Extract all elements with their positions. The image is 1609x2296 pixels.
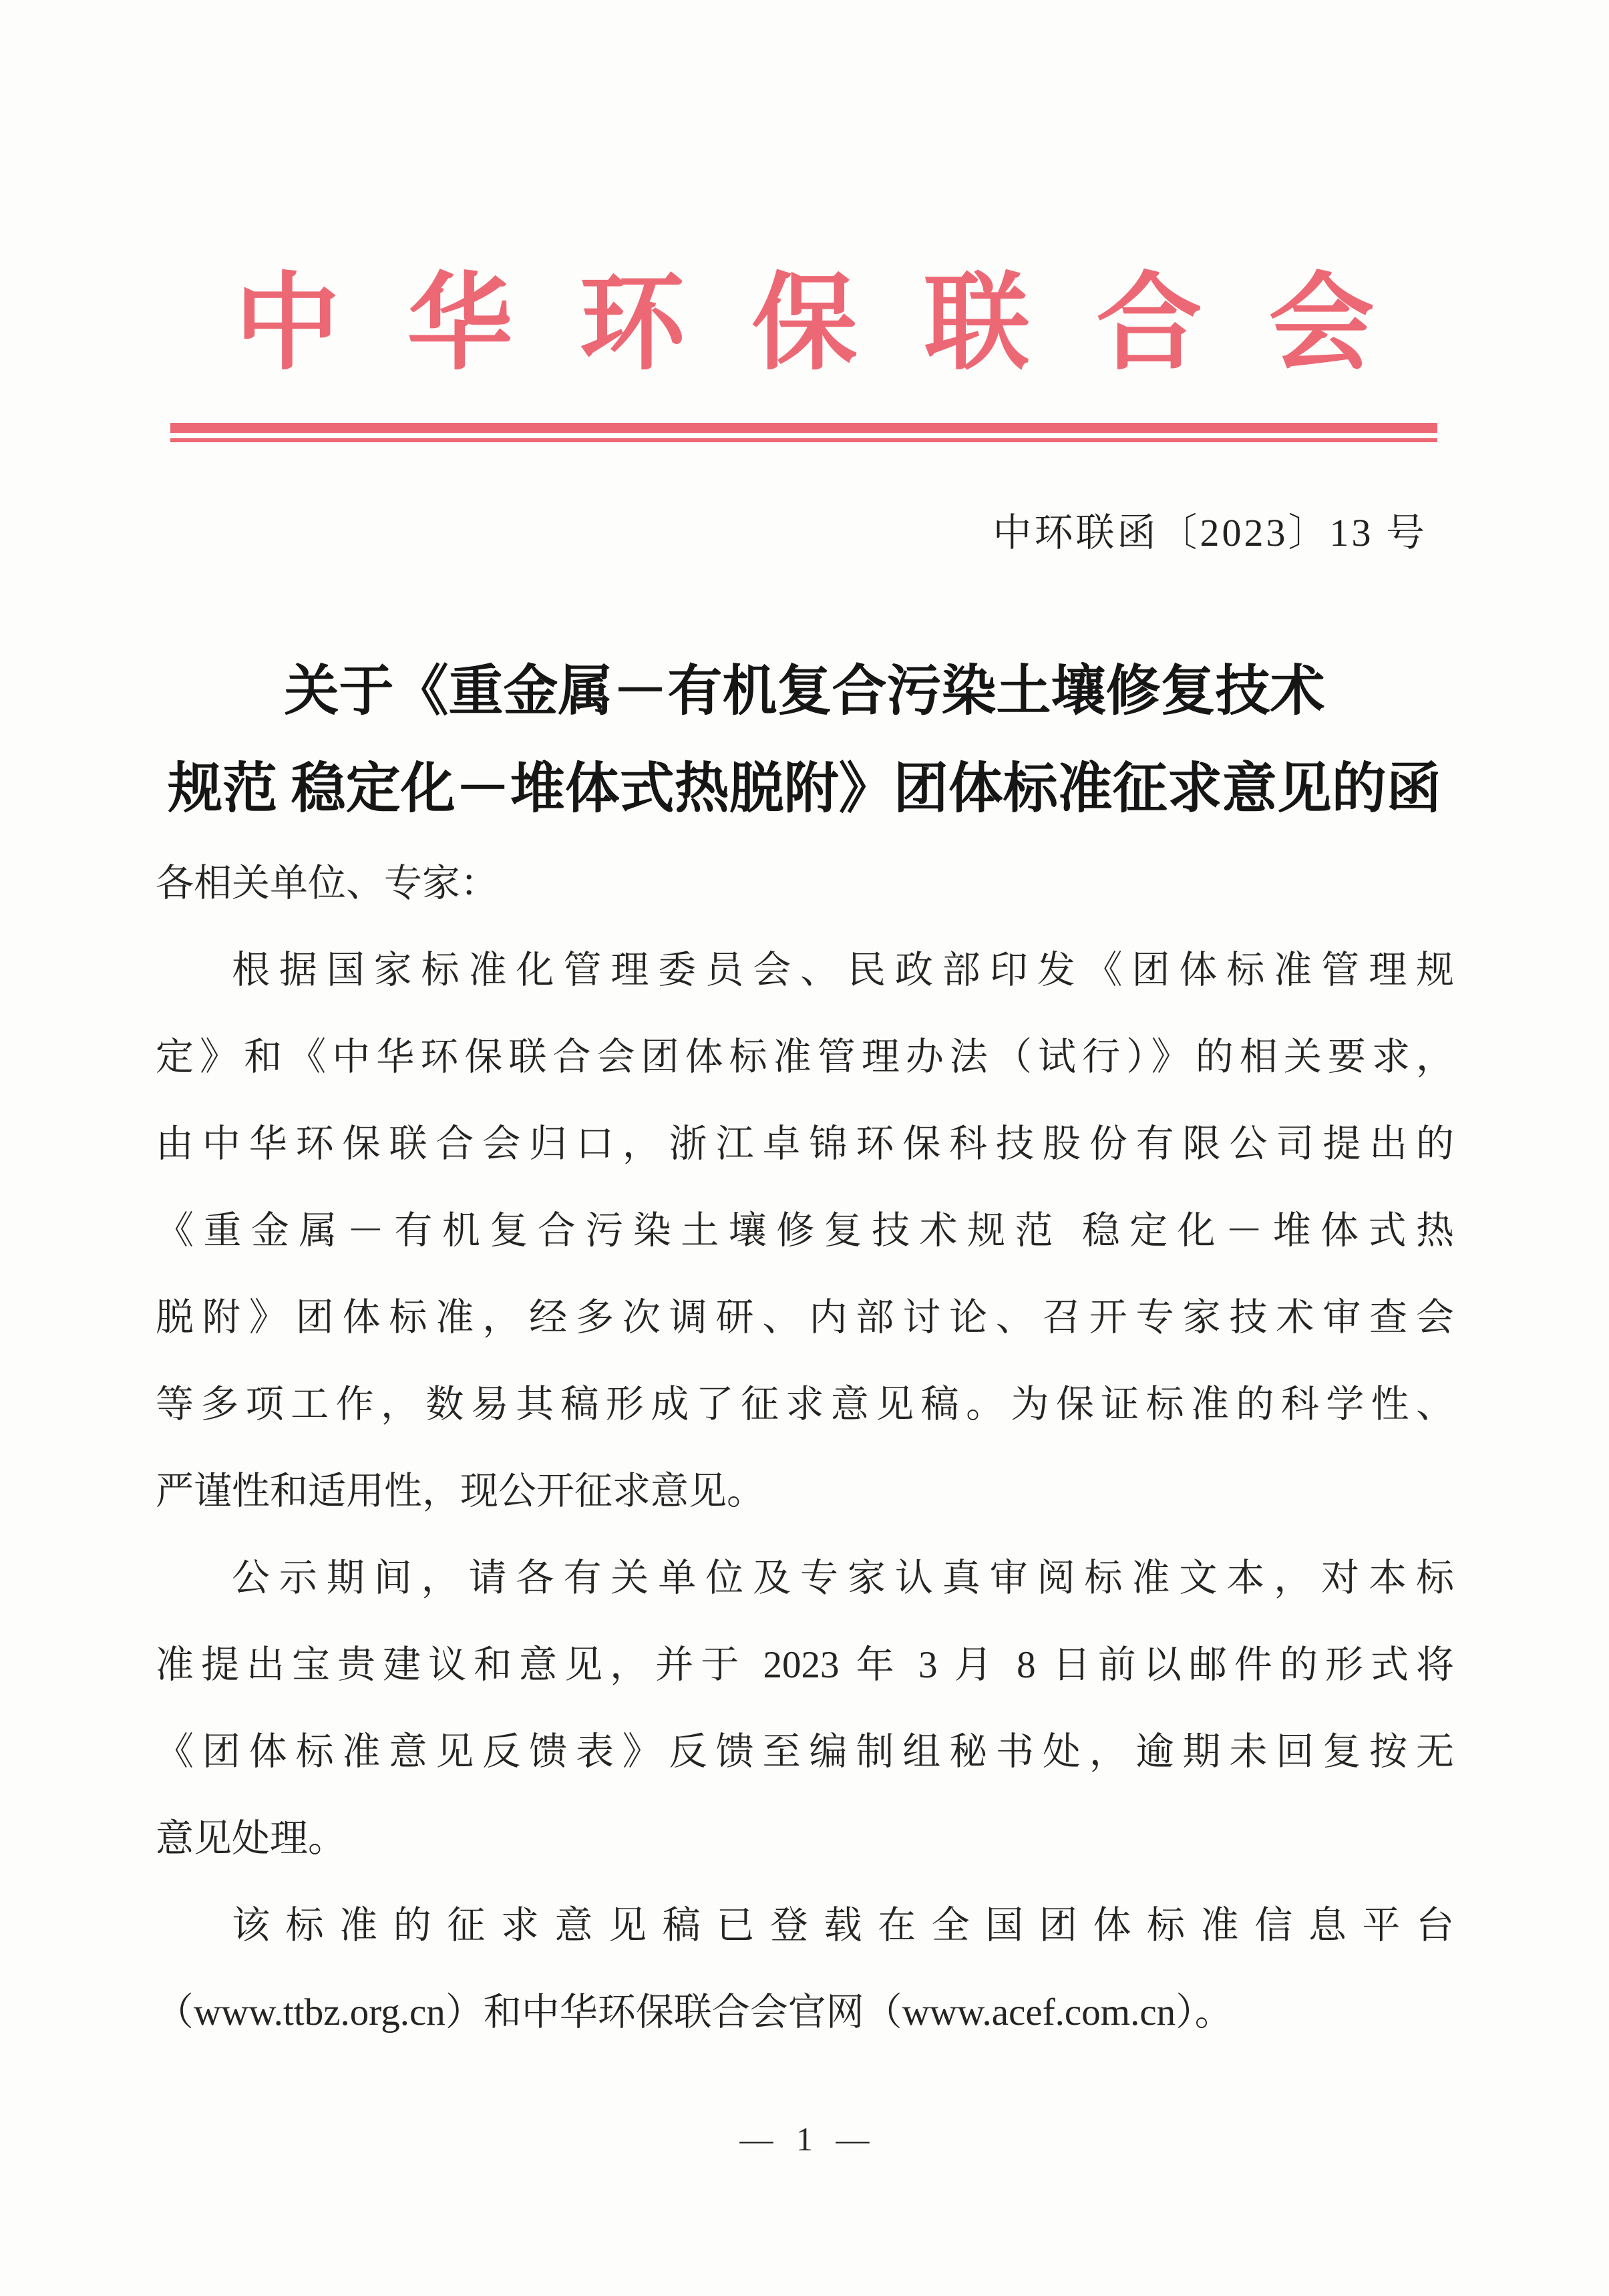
org-letterhead: 中华环保联合会 xyxy=(234,266,1441,383)
title-line-1: 关于《重金属－有机复合污染土壤修复技术 xyxy=(284,661,1325,721)
body-text-line: （www.ttbz.org.cn）和中华环保联合会官网（www.acef.com.cn）。 xyxy=(156,1991,1233,2033)
title-line-2: 规范 稳定化－堆体式热脱附》团体标准征求意见的函 xyxy=(168,758,1441,819)
body-text-line: 公示期间，请各有关单位及专家认真审阅标准文本，对本标 xyxy=(232,1557,1454,1599)
body-text xyxy=(156,840,1454,2056)
body-paragraphs xyxy=(156,927,1454,2056)
page-number: — 1 — xyxy=(739,2120,870,2158)
body-text-line: 等多项工作，数易其稿形成了征求意见稿。为保证标准的科学性、 xyxy=(156,1383,1454,1426)
letterhead-rule-thin xyxy=(170,438,1437,442)
body-text-line: 《团体标准意见反馈表》反馈至编制组秘书处，逾期未回复按无 xyxy=(156,1731,1454,1773)
body-text-line: 严谨性和适用性，现公开征求意见。 xyxy=(156,1470,765,1512)
doc-number: 中环联函〔2023〕13 号 xyxy=(993,511,1427,554)
body-text-line: 脱附》团体标准，经多次调研、内部讨论、召开专家技术审查会 xyxy=(156,1297,1454,1339)
body-text-line: 定》和《中华环保联合会团体标准管理办法（试行）》的相关要求， xyxy=(156,1036,1454,1078)
body-text-line: 《重金属－有机复合污染土壤修复技术规范 稳定化－堆体式热 xyxy=(156,1210,1454,1252)
body-text-line: 该标准的征求意见稿已登载在全国团体标准信息平台 xyxy=(232,1905,1454,1947)
body-text-line: 由中华环保联合会归口，浙江卓锦环保科技股份有限公司提出的 xyxy=(156,1123,1454,1165)
body-text-line: 意见处理。 xyxy=(156,1818,346,1860)
letterhead-rule-thick xyxy=(170,423,1437,433)
body-text-line: 准提出宝贵建议和意见，并于 2023 年 3 月 8 日前以邮件的形式将 xyxy=(156,1644,1454,1686)
salutation: 各相关单位、专家： xyxy=(156,862,498,905)
body-text-line: 根据国家标准化管理委员会、民政部印发《团体标准管理规 xyxy=(232,949,1454,991)
document-title xyxy=(0,643,1609,838)
